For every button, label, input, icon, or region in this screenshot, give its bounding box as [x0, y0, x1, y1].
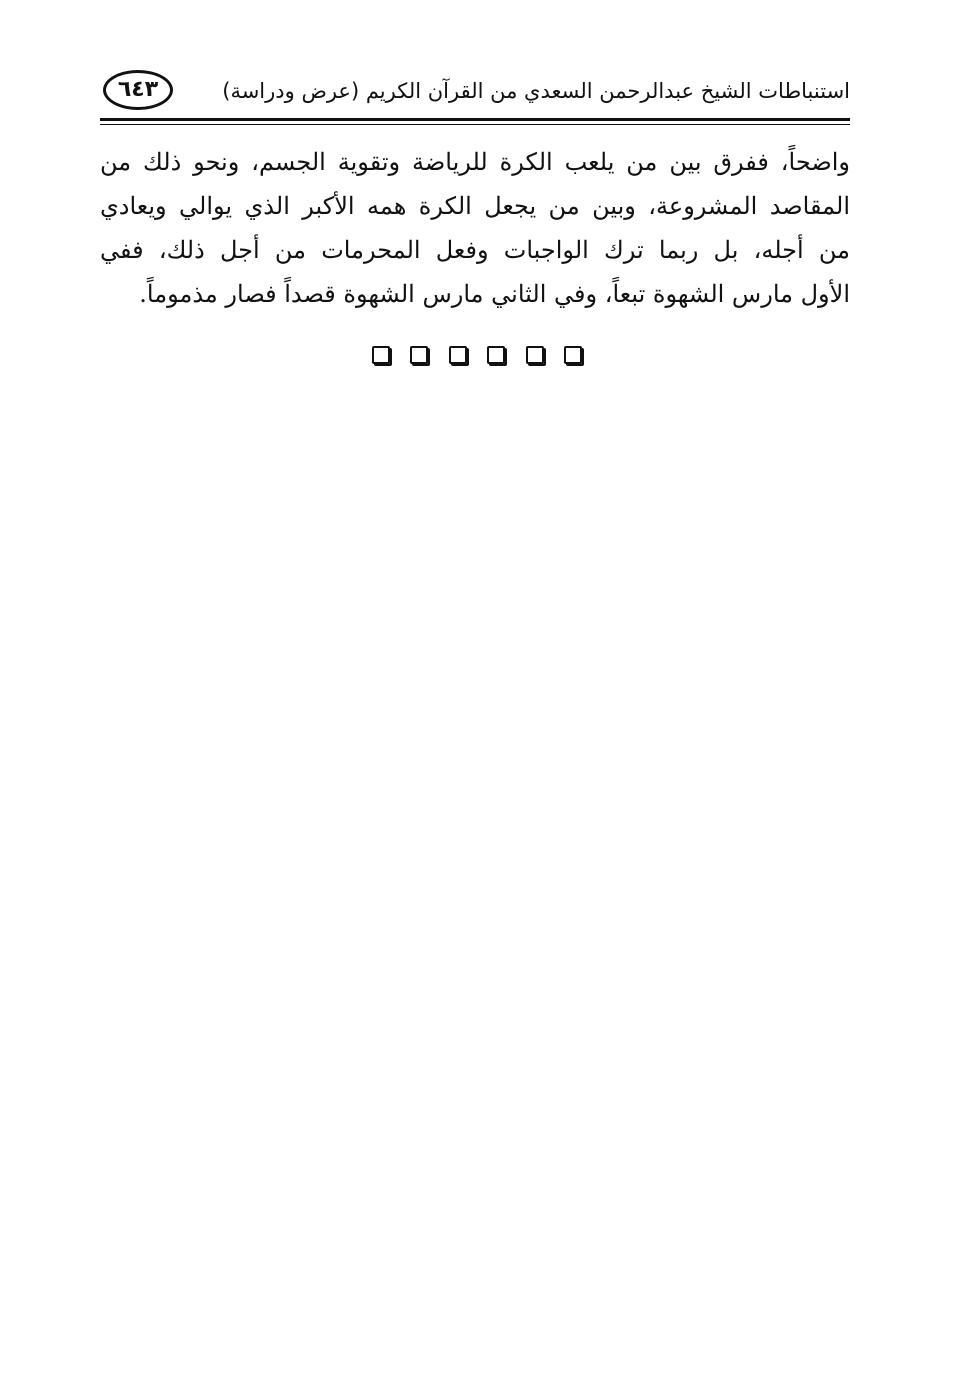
- page-number-badge: ٦٤٣: [103, 70, 173, 110]
- text-line: واضحاً، ففرق بين من يلعب الكرة للرياضة وتقوية الجسم، ونحو ذلك من: [100, 148, 850, 176]
- text-line: المقاصد المشروعة، وبين من يجعل الكرة همه الأكبر الذي يوالي ويعادي: [100, 192, 850, 220]
- square-box-icon: [410, 346, 428, 364]
- body-paragraph: [100, 140, 850, 316]
- text-line: الأول مارس الشهوة تبعاً، وفي الثاني مارس الشهوة قصداً فصار مذموماً.: [139, 280, 850, 308]
- square-box-icon: [449, 346, 467, 364]
- page-header: [100, 62, 850, 122]
- square-box-icon: [487, 346, 505, 364]
- square-box-icon: [526, 346, 544, 364]
- running-title: استنباطات الشيخ عبدالرحمن السعدي من القرآن الكريم (عرض ودراسة): [222, 79, 850, 103]
- square-box-icon: [372, 346, 390, 364]
- text-line: من أجله، بل ربما ترك الواجبات وفعل المحرمات من أجل ذلك، ففي: [100, 236, 850, 264]
- section-end-ornament: [372, 346, 582, 372]
- square-box-icon: [564, 346, 582, 364]
- header-rule-thin: [100, 124, 850, 125]
- header-rule-thick: [100, 118, 850, 121]
